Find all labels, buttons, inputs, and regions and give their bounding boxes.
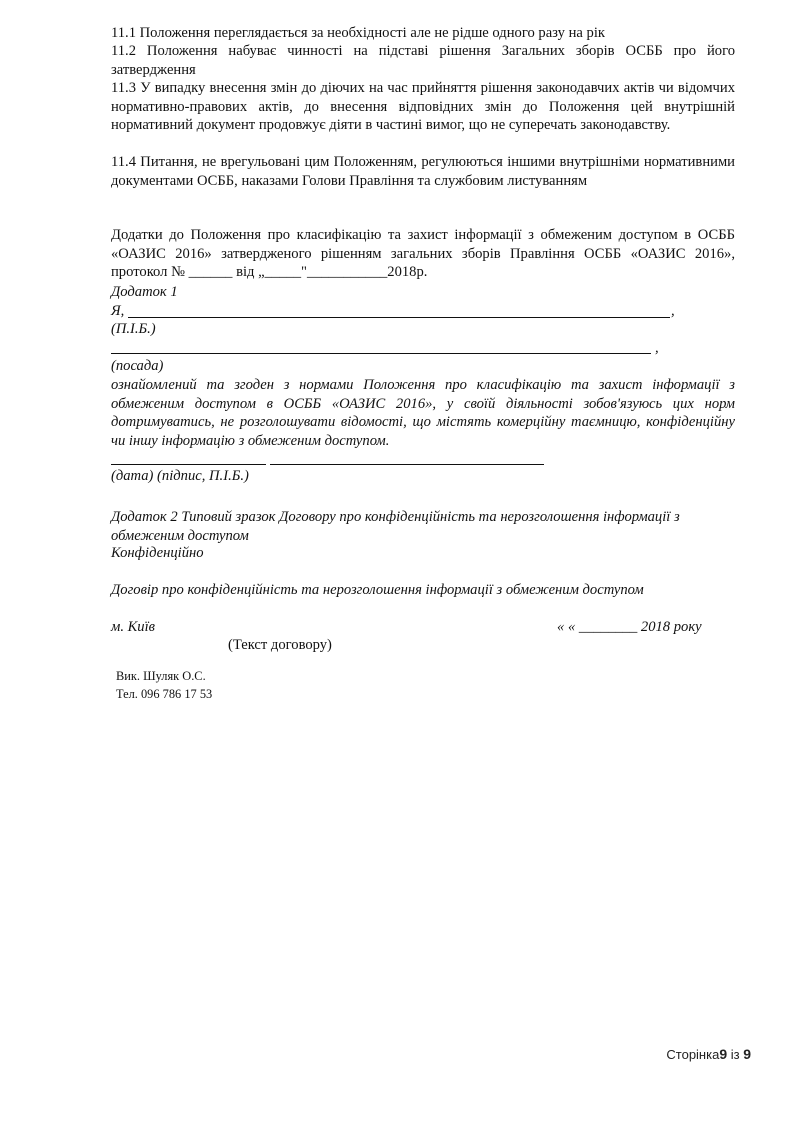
appendix-1-title: Додаток 1 [111, 284, 178, 300]
current-page: 9 [719, 1046, 728, 1062]
page-word: Сторінка [666, 1047, 720, 1062]
appendix-1-i-label: Я, [111, 303, 125, 319]
position-line-end: , [655, 340, 659, 356]
total-pages: 9 [743, 1046, 751, 1062]
date-blank-line [111, 464, 266, 465]
position-blank-line [111, 353, 651, 354]
signature-blank-line [270, 464, 544, 465]
name-line-end: , [671, 303, 675, 319]
appendix-2-title: Додаток 2 Типовий зразок Договору про конфіденційність та нерозголошення інформації з обмеженим доступом [111, 509, 680, 544]
confidential-label: Конфіденційно [111, 545, 204, 561]
executor-name: Вик. Шуляк О.С. [116, 669, 206, 683]
executor-phone: Тел. 096 786 17 53 [116, 687, 213, 701]
name-hint: (П.І.Б.) [111, 321, 156, 337]
paragraph-11-1: 11.1 Положення переглядається за необхідності але не рідше одного разу на рік [111, 25, 605, 41]
sign-hint: (дата) (підпис, П.І.Б.) [111, 468, 249, 484]
name-blank-line [128, 317, 670, 318]
paragraph-11-3: 11.3 У випадку внесення змін до діючих на час прийняття рішення законодавчих актів чи відомчих нормативно-правових актів, до внесення відповідних змін до Положення цей внутрішній нормативний документ продовжує діяти в частині вимог, що не суперечать законодавству. [111, 80, 735, 134]
contract-city: м. Київ [111, 619, 155, 635]
contract-title: Договір про конфіденційність та нерозголошення інформації з обмеженим доступом [111, 582, 644, 598]
paragraph-11-2: 11.2 Положення набуває чинності на підставі рішення Загальних зборів ОСББ про його затвердження [111, 43, 735, 78]
contract-body-placeholder: (Текст договору) [228, 637, 332, 653]
contract-date: « « ________ 2018 року [557, 619, 702, 635]
page-counter [666, 1046, 751, 1062]
of-word: із [727, 1047, 744, 1062]
position-hint: (посада) [111, 358, 164, 374]
appendices-intro: Додатки до Положення про класифікацію та захист інформації з обмеженим доступом в ОСББ «ОАЗИС 2016» затвердженого рішенням загальних зборів Правління ОСББ «ОАЗИС 2016», протокол № ______ від „_____"___________2018р. [111, 227, 735, 281]
paragraph-11-4: 11.4 Питання, не врегульовані цим Положенням, регулюються іншими внутрішніми нормативними документами ОСББ, наказами Голови Правління та службовим листуванням [111, 154, 735, 189]
appendix-1-statement: ознайомлений та згоден з нормами Положення про класифікацію та захист інформації з обмеженим доступом в ОСББ «ОАЗИС 2016», у своїй діяльності зобов'язуюсь цих норм дотримуватись, не розголошувати відомості, що містять комерційну таємницю, конфіденційну чи іншу інформацію з обмеженим доступом. [111, 377, 735, 449]
